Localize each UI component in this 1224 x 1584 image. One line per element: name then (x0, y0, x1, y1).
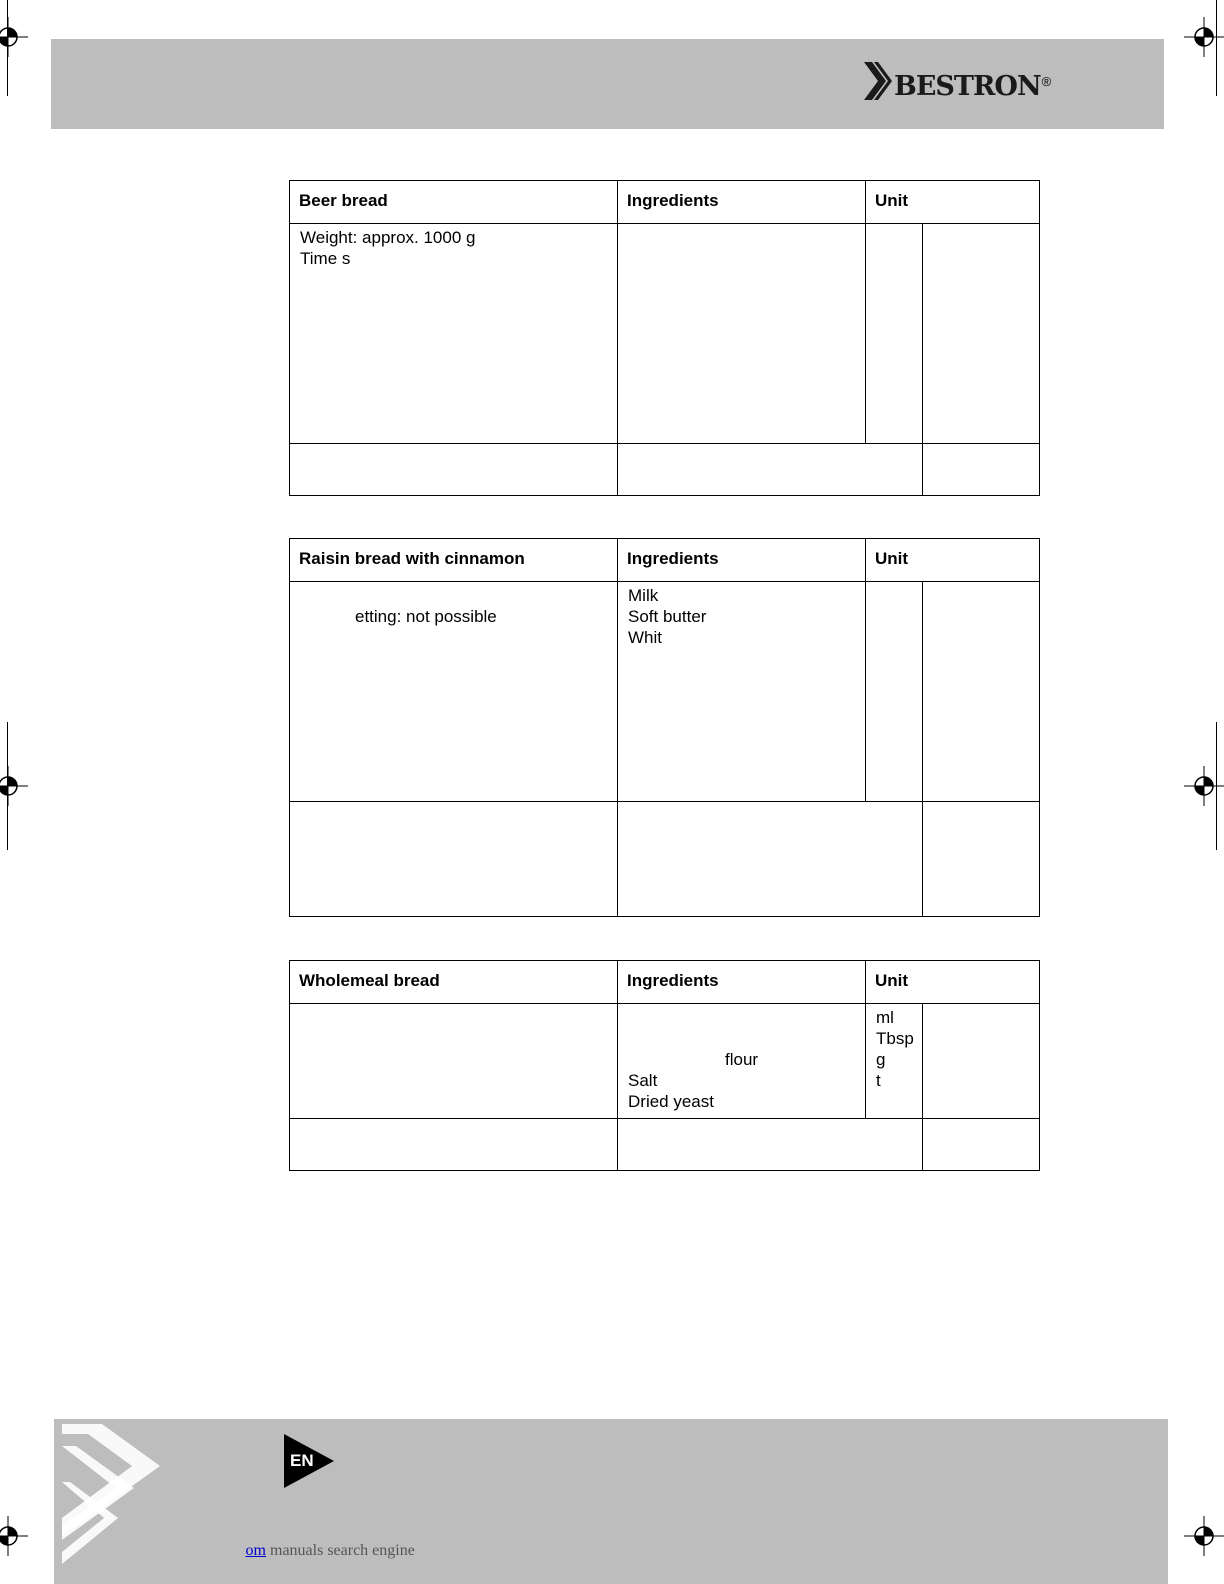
unit-cell (866, 1004, 923, 1119)
bestron-logo (862, 58, 1051, 104)
brand-name: bestron (894, 58, 1041, 104)
unit-header: Unit (866, 539, 1040, 582)
quantity-cell (923, 582, 1040, 802)
footer-cell (923, 444, 1040, 496)
footer-cell (290, 1119, 618, 1171)
recipe-title: Beer bread (290, 181, 618, 224)
ingredients-header: Ingredients (618, 539, 866, 582)
recipe-table-raisin-bread (289, 538, 1040, 917)
ingredient-item: Dried yeast (628, 1092, 714, 1111)
recipe-table-beer-bread (289, 180, 1040, 496)
ingredients-header: Ingredients (618, 181, 866, 224)
recipe-info-cell (290, 1004, 618, 1119)
quantity-cell (923, 224, 1040, 444)
registration-mark-icon (0, 766, 28, 806)
unit-item: ml (876, 1008, 894, 1027)
crop-line (1216, 722, 1217, 850)
language-badge (284, 1434, 336, 1493)
footer-cell (290, 802, 618, 917)
unit-item: t (876, 1071, 881, 1090)
ingredient-item: Soft butter (628, 607, 707, 626)
logo-chevron-icon (862, 60, 894, 102)
unit-cell (866, 224, 923, 444)
info-line: Time s (300, 249, 351, 268)
ingredients-cell (618, 224, 866, 444)
recipe-info-cell (290, 224, 618, 444)
crop-line (7, 0, 8, 96)
unit-item: Tbsp (876, 1029, 914, 1048)
registration-mark-icon (1184, 766, 1224, 806)
manuals-link[interactable]: om (245, 1542, 266, 1559)
registered-mark: ® (1041, 73, 1052, 89)
search-engine-text: manuals search engine (270, 1542, 415, 1559)
ingredients-cell (618, 1004, 866, 1119)
recipe-title: Wholemeal bread (290, 961, 618, 1004)
registration-mark-icon (0, 1516, 28, 1556)
ingredient-item: Milk (628, 586, 659, 605)
recipe-info-cell (290, 582, 618, 802)
crop-line (7, 722, 8, 850)
unit-header: Unit (866, 181, 1040, 224)
info-line: Weight: approx. 1000 g (300, 228, 476, 247)
footer-cell (923, 802, 1040, 917)
registration-mark-icon (1184, 1516, 1224, 1556)
quantity-cell (923, 1004, 1040, 1119)
unit-cell (866, 582, 923, 802)
recipe-table-wholemeal-bread (289, 960, 1040, 1171)
ingredients-cell (618, 582, 866, 802)
unit-header: Unit (866, 961, 1040, 1004)
footer-cell (290, 444, 618, 496)
recipe-title: Raisin bread with cinnamon (290, 539, 618, 582)
language-code: EN (290, 1451, 314, 1470)
crop-line (1216, 0, 1217, 96)
footer-cell (618, 802, 923, 917)
footer-link-row (125, 1542, 415, 1560)
registration-mark-icon (0, 17, 28, 57)
footer-cell (618, 1119, 923, 1171)
footer-cell (618, 444, 923, 496)
registration-mark-icon (1184, 17, 1224, 57)
ingredient-item: flour (725, 1050, 759, 1069)
footer-cell (923, 1119, 1040, 1171)
info-line: etting: not possible (355, 607, 497, 626)
ingredient-item: Whit (628, 628, 662, 647)
ingredient-item: Salt (628, 1071, 658, 1090)
unit-item: g (876, 1050, 886, 1069)
ingredients-header: Ingredients (618, 961, 866, 1004)
